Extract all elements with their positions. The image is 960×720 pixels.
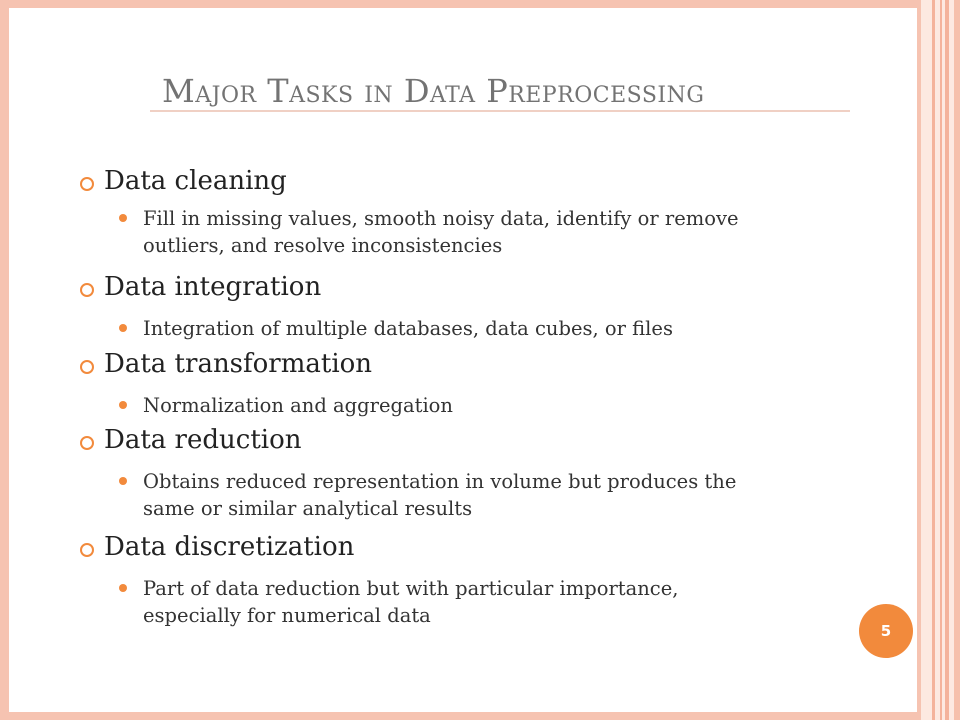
stripe [954,0,960,720]
section-heading-data-reduction: Data reduction [104,425,302,455]
section-heading-data-integration: Data integration [104,272,322,302]
decorative-stripes [921,0,960,720]
detail-line: Integration of multiple databases, data cubes, or files [143,317,673,340]
section-detail [143,468,863,522]
dot-bullet-icon [119,477,127,485]
ring-bullet-icon [80,436,94,450]
dot-bullet-icon [119,584,127,592]
stripe [932,0,935,720]
dot-bullet-icon [119,401,127,409]
section-detail [143,575,863,629]
section-detail [143,205,863,259]
dot-bullet-icon [119,214,127,222]
section-detail [143,392,863,419]
detail-line: Part of data reduction but with particular importance, [143,577,679,600]
dot-bullet-icon [119,324,127,332]
stripe [940,0,942,720]
detail-line: especially for numerical data [143,604,431,627]
detail-line: Normalization and aggregation [143,394,453,417]
page-number: 5 [880,622,892,640]
section-heading-data-transformation: Data transformation [104,349,373,379]
slide-title: Major Tasks in Data Preprocessing [162,72,705,110]
ring-bullet-icon [80,177,94,191]
stripe [945,0,949,720]
ring-bullet-icon [80,360,94,374]
section-heading-data-cleaning: Data cleaning [104,166,287,196]
section-detail [143,315,863,342]
detail-line: same or similar analytical results [143,497,473,520]
ring-bullet-icon [80,283,94,297]
ring-bullet-icon [80,543,94,557]
page-number-badge [859,604,913,658]
detail-line: outliers, and resolve inconsistencies [143,234,503,257]
section-heading-data-discretization: Data discretization [104,532,355,562]
detail-line: Fill in missing values, smooth noisy data, identify or remove [143,207,739,230]
detail-line: Obtains reduced representation in volume but produces the [143,470,737,493]
